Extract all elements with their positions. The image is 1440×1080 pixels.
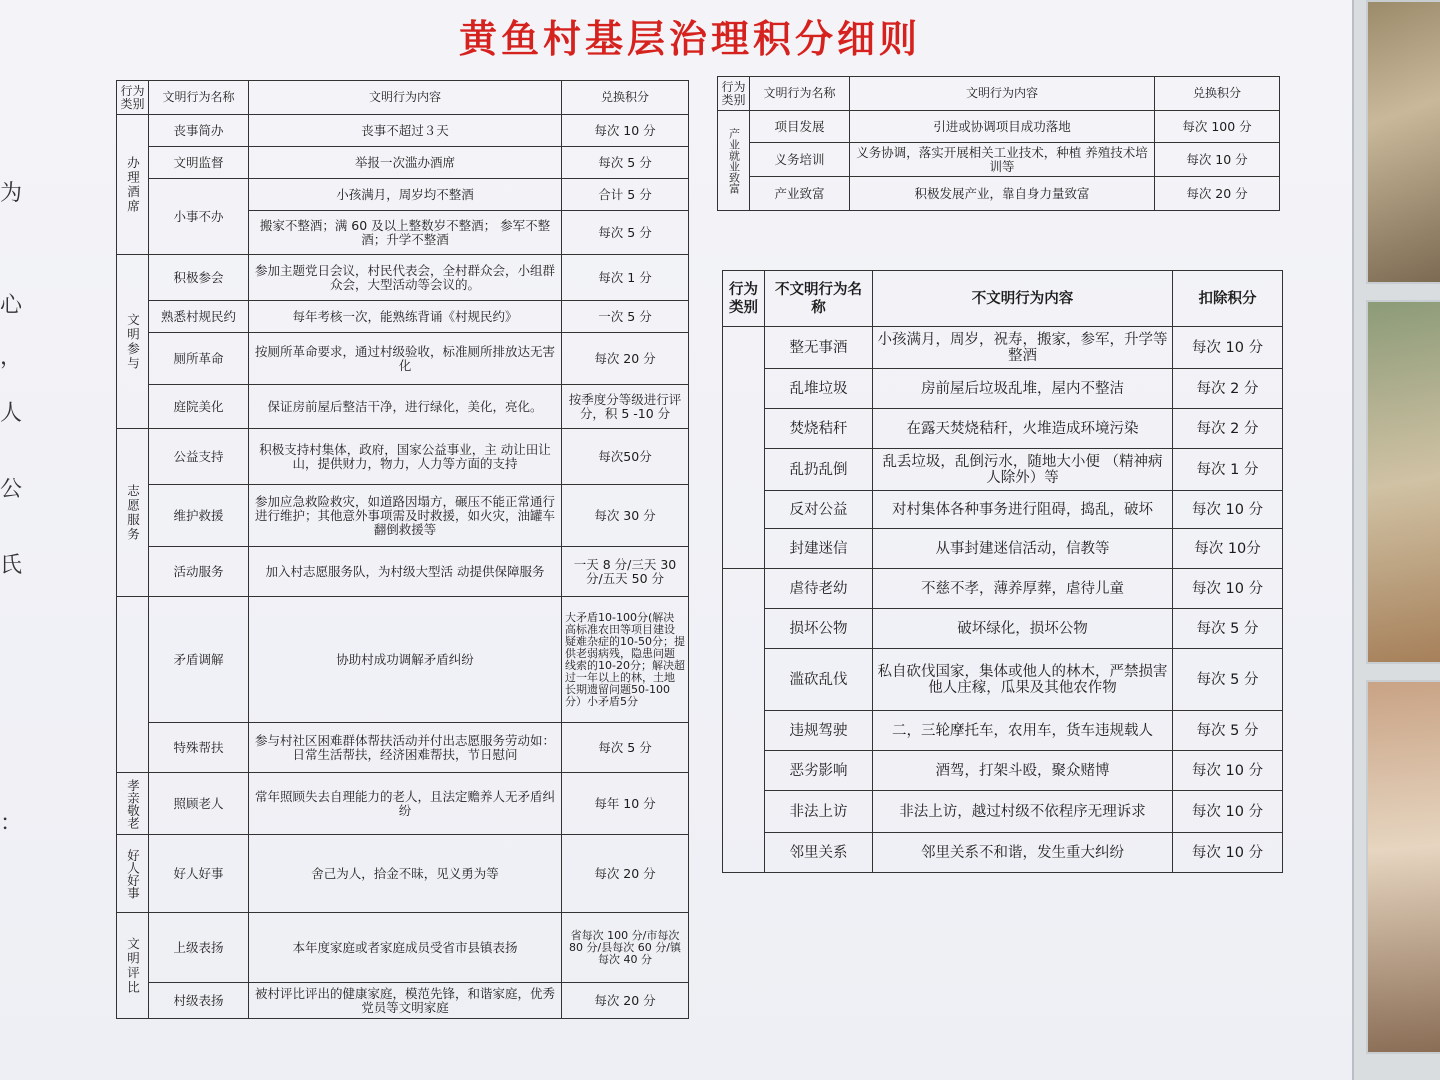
behavior-content: 非法上访，越过村级不依程序无理诉求 [873,791,1173,833]
behavior-points: 每次 20 分 [1155,177,1280,211]
behavior-content: 从事封建迷信活动，信教等 [873,529,1173,569]
behavior-name: 封建迷信 [765,529,873,569]
behavior-points: 每次 10 分 [1173,791,1283,833]
behavior-name: 上级表扬 [149,913,249,983]
behavior-content: 二，三轮摩托车，农用车，货车违规载人 [873,711,1173,751]
behavior-name: 邻里关系 [765,833,873,873]
behavior-content: 舍己为人，拾金不昧，见义勇为等 [249,835,562,913]
behavior-content: 丧事不超过３天 [249,115,562,147]
behavior-content: 积极支持村集体，政府，国家公益事业，主 动让田让山，提供财力，物力，人力等方面的支持 [249,429,562,485]
side-char: 氏 [0,553,23,578]
photo-3 [1366,680,1440,1054]
behavior-points: 每次 10 分 [1173,327,1283,369]
behavior-name: 丧事简办 [149,115,249,147]
behavior-points: 每次 20 分 [562,983,689,1019]
behavior-points: 每次 10 分 [1173,833,1283,873]
behavior-content: 积极发展产业，靠自身力量致富 [850,177,1155,211]
category-cell [117,597,149,773]
behavior-name: 小事不办 [149,179,249,255]
col-header: 文明行为名称 [149,81,249,115]
col-header: 兑换积分 [1155,77,1280,111]
behavior-points: 每次 10 分 [1173,491,1283,529]
behavior-content: 房前屋后垃圾乱堆，屋内不整洁 [873,369,1173,409]
behavior-points: 每次 2 分 [1173,409,1283,449]
behavior-content: 举报一次滥办酒席 [249,147,562,179]
behavior-content: 破坏绿化，损坏公物 [873,609,1173,649]
behavior-points: 每次50分 [562,429,689,485]
civilized-behavior-table [116,80,689,1019]
behavior-points: 按季度分等级进行评分，积 5 -10 分 [562,385,689,429]
behavior-points: 一次 5 分 [562,301,689,333]
side-char: 为 [0,181,23,206]
behavior-points: 每次 20 分 [562,333,689,385]
behavior-points: 每次 2 分 [1173,369,1283,409]
behavior-content: 参加应急救险救灾，如道路因塌方，碾压不能正常通行进行维护；其他意外事项需及时救援，如火灾，油罐车翻倒救援等 [249,485,562,547]
behavior-points: 每次 30 分 [562,485,689,547]
behavior-points: 每次 10 分 [1173,751,1283,791]
behavior-content: 被村评比评出的健康家庭，模范先锋，和谐家庭，优秀党员等文明家庭 [249,983,562,1019]
behavior-name: 乱堆垃圾 [765,369,873,409]
behavior-content: 本年度家庭或者家庭成员受省市县镇表扬 [249,913,562,983]
behavior-points: 每次 5 分 [562,723,689,773]
col-header: 行为类别 [117,81,149,115]
col-header: 不文明行为内容 [873,271,1173,327]
behavior-points: 每次 20 分 [562,835,689,913]
behavior-content: 常年照顾失去自理能力的老人，且法定赡养人无矛盾纠纷 [249,773,562,835]
col-header: 兑换积分 [562,81,689,115]
behavior-content: 对村集体各种事务进行阻碍，捣乱，破坏 [873,491,1173,529]
behavior-name: 反对公益 [765,491,873,529]
behavior-name: 村级表扬 [149,983,249,1019]
behavior-name: 非法上访 [765,791,873,833]
category-cell: 办理酒席 [117,115,149,255]
behavior-name: 厕所革命 [149,333,249,385]
col-header: 行为类别 [723,271,765,327]
behavior-name: 虐待老幼 [765,569,873,609]
category-cell: 好人好事 [117,835,149,913]
behavior-content: 参与村社区困难群体帮扶活动并付出志愿服务劳动如：日常生活帮扶，经济困难帮扶，节日慰问 [249,723,562,773]
behavior-name: 义务培训 [750,143,850,177]
side-char: 心 [0,293,23,318]
behavior-content: 在露天焚烧秸秆，火堆造成环境污染 [873,409,1173,449]
category-cell [723,569,765,873]
col-header: 不文明行为名称 [765,271,873,327]
behavior-points: 每次 10分 [1173,529,1283,569]
side-char: 人 [0,401,23,426]
behavior-name: 产业致富 [750,177,850,211]
behavior-name: 滥砍乱伐 [765,649,873,711]
col-header: 文明行为内容 [249,81,562,115]
behavior-points: 每次 100 分 [1155,111,1280,143]
behavior-name: 损坏公物 [765,609,873,649]
behavior-name: 维护救援 [149,485,249,547]
page-title: 黄鱼村基层治理积分细则 [458,17,921,61]
behavior-points: 每次 10 分 [562,115,689,147]
col-header: 扣除积分 [1173,271,1283,327]
col-header: 文明行为内容 [850,77,1155,111]
behavior-points: 合计 5 分 [562,179,689,211]
side-char: ， [0,345,23,370]
behavior-name: 恶劣影响 [765,751,873,791]
behavior-content: 参加主题党日会议，村民代表会，全村群众会，小组群众会，大型活动等会议的。 [249,255,562,301]
behavior-points: 每次 5 分 [562,147,689,179]
uncivilized-behavior-table [722,270,1283,873]
behavior-points: 每次 5 分 [562,211,689,255]
behavior-content: 酒驾，打架斗殴，聚众赌博 [873,751,1173,791]
col-header: 行为类别 [718,77,750,111]
behavior-points: 省每次 100 分/市每次 80 分/县每次 60 分/镇每次 40 分 [562,913,689,983]
behavior-name: 照顾老人 [149,773,249,835]
behavior-content: 保证房前屋后整洁干净，进行绿化，美化，亮化。 [249,385,562,429]
category-cell [723,327,765,569]
behavior-content: 私自砍伐国家，集体或他人的林木，严禁损害他人庄稼，瓜果及其他农作物 [873,649,1173,711]
behavior-content: 引进或协调项目成功落地 [850,111,1155,143]
behavior-content: 义务协调，落实开展相关工业技术，种植 养殖技术培训等 [850,143,1155,177]
behavior-points: 每次 5 分 [1173,649,1283,711]
behavior-points: 每次 5 分 [1173,711,1283,751]
behavior-content: 加入村志愿服务队，为村级大型活 动提供保障服务 [249,547,562,597]
behavior-name: 违规驾驶 [765,711,873,751]
behavior-points: 每次 1 分 [1173,449,1283,491]
behavior-points: 每年 10 分 [562,773,689,835]
behavior-name: 熟悉村规民约 [149,301,249,333]
behavior-content: 小孩满月，周岁，祝寿，搬家，参军，升学等整酒 [873,327,1173,369]
category-cell: 志愿服务 [117,429,149,597]
behavior-points: 大矛盾10-100分(解决高标准农田等项目建设疑难杂症的10-50分；提供老弱病残，隐患问题线索的10-20分；解决超过一年以上的林，土地长期遗留问题50-100分）小矛盾5分 [562,597,689,723]
behavior-content: 搬家不整酒；满 60 及以上整数岁不整酒； 参军不整酒；升学不整酒 [249,211,562,255]
side-char: ： [0,811,23,836]
behavior-name: 文明监督 [149,147,249,179]
behavior-name: 活动服务 [149,547,249,597]
behavior-name: 整无事酒 [765,327,873,369]
industry-behavior-table [717,76,1280,211]
category-cell: 产业就业致富 [718,111,750,211]
category-cell: 文明参与 [117,255,149,429]
behavior-content: 不慈不孝，薄养厚葬，虐待儿童 [873,569,1173,609]
behavior-points: 每次 5 分 [1173,609,1283,649]
behavior-content: 小孩满月，周岁均不整酒 [249,179,562,211]
behavior-name: 公益支持 [149,429,249,485]
behavior-points: 每次 10 分 [1173,569,1283,609]
side-char: 公 [0,477,23,502]
category-cell: 孝亲敬老 [117,773,149,835]
behavior-content: 每年考核一次，能熟练背诵《村规民约》 [249,301,562,333]
behavior-name: 项目发展 [750,111,850,143]
behavior-content: 乱丢垃圾，乱倒污水，随地大小便 （精神病人除外）等 [873,449,1173,491]
behavior-name: 特殊帮扶 [149,723,249,773]
behavior-content: 邻里关系不和谐，发生重大纠纷 [873,833,1173,873]
behavior-name: 好人好事 [149,835,249,913]
behavior-name: 矛盾调解 [149,597,249,723]
behavior-content: 协助村成功调解矛盾纠纷 [249,597,562,723]
behavior-points: 每次 1 分 [562,255,689,301]
behavior-name: 积极参会 [149,255,249,301]
behavior-points: 每次 10 分 [1155,143,1280,177]
behavior-name: 焚烧秸秆 [765,409,873,449]
behavior-name: 乱扔乱倒 [765,449,873,491]
behavior-content: 按厕所革命要求，通过村级验收，标准厕所排放达无害化 [249,333,562,385]
category-cell: 文明评比 [117,913,149,1019]
behavior-name: 庭院美化 [149,385,249,429]
behavior-points: 一天 8 分/三天 30 分/五天 50 分 [562,547,689,597]
col-header: 文明行为名称 [750,77,850,111]
photo-2 [1366,300,1440,664]
